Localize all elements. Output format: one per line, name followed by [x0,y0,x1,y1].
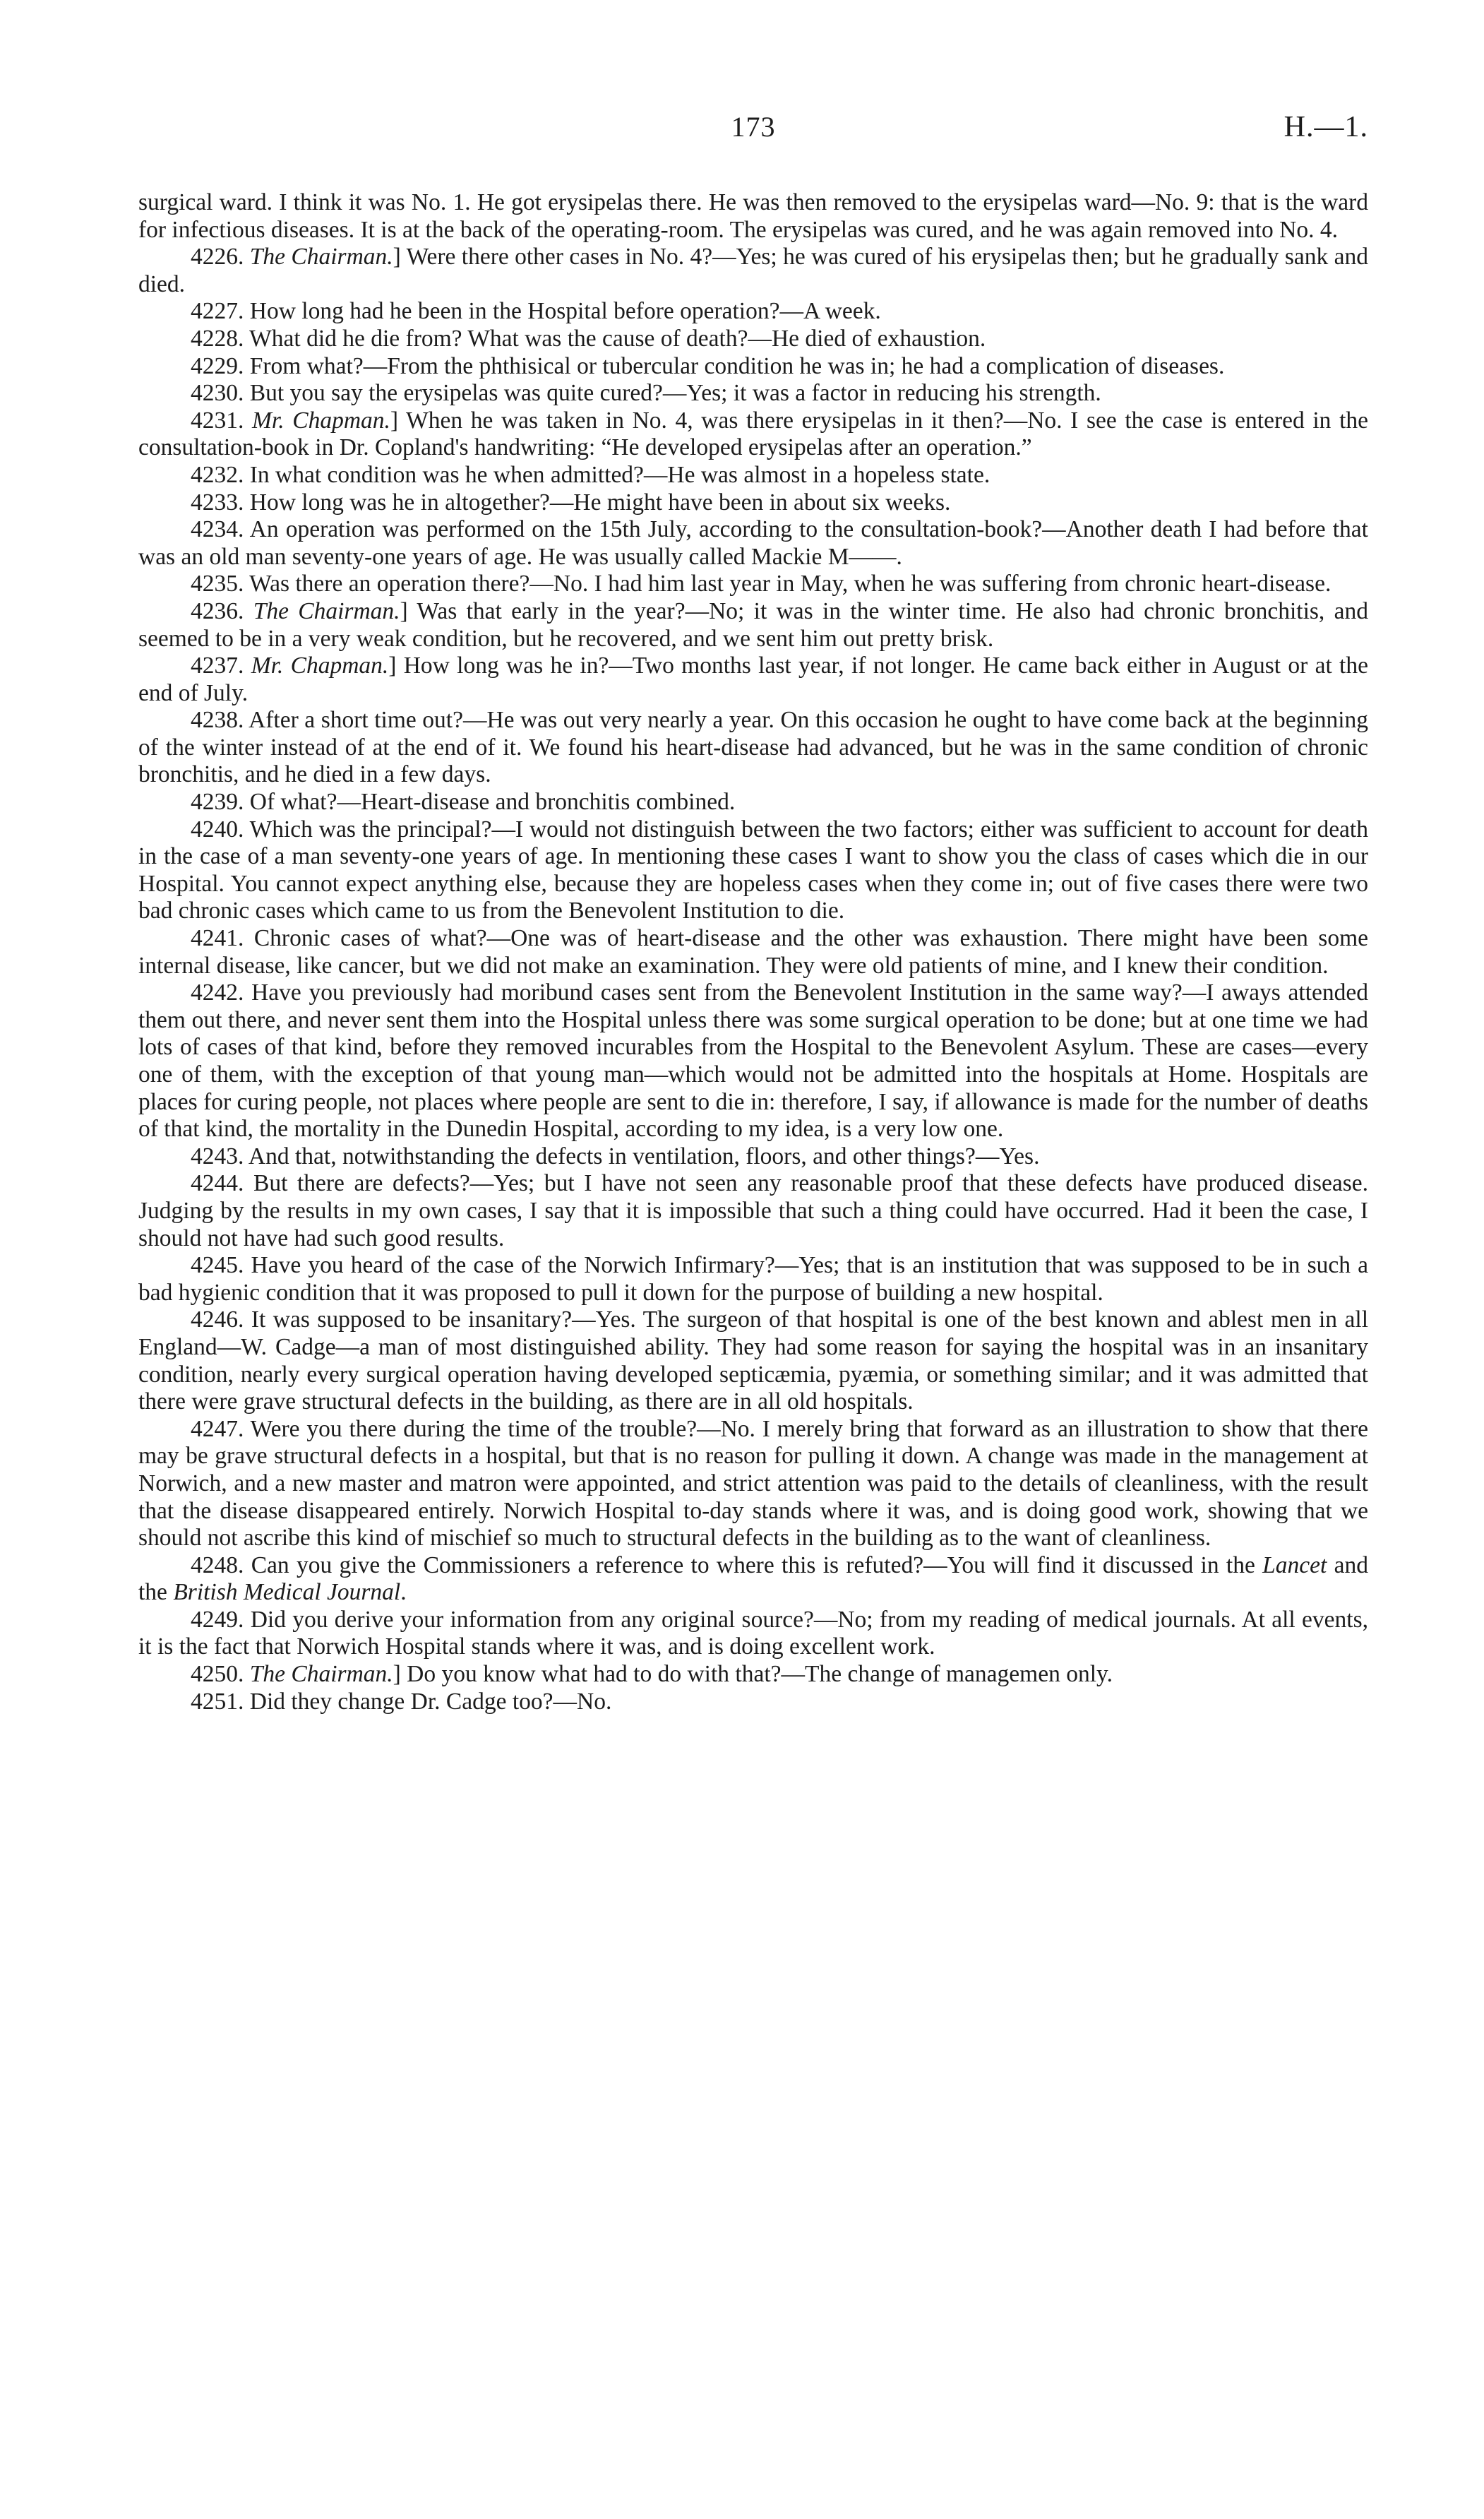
question-4248 [138,1552,1368,1607]
question-number: 4236. [191,597,253,624]
question-4231 [138,407,1368,462]
paragraph-text: . [400,1579,407,1606]
speaker-name: The Chairman. [253,597,400,624]
question-number: 4243. [191,1143,249,1169]
speaker-name: Mr. Chapman. [251,653,389,679]
question-number: 4228. [191,325,250,352]
question-number: 4241. [191,925,254,952]
question-4233 [138,489,1368,517]
question-4241 [138,925,1368,979]
question-number: 4226. [191,244,250,270]
question-number: 4247. [191,1415,251,1442]
paragraph-text: Can you give the Commissioners a reference to where this is refuted?—You will find it discussed in the [251,1552,1263,1578]
question-number: 4232. [191,461,250,488]
paragraph-text: Did you derive your information from any original source?—No; from my reading of medical journals. At all events, it is the fact that Norwich Hospital stands where it was, and is doing excellent work. [138,1606,1368,1660]
question-4227 [138,298,1368,326]
question-4247 [138,1416,1368,1552]
paragraph-text: and the [138,1552,1369,1606]
question-4243 [138,1143,1368,1171]
paragraph-text: But you say the erysipelas was quite cured?—Yes; it was a factor in reducing his strength. [249,380,1101,407]
paragraph-text: But there are defects?—Yes; but I have not seen any reasonable proof that these defects have produced disease. Judging by the results in my own cases, I say that it is impossible that such a thing could have occurred. Had it been the case, I should not have had such good results. [138,1170,1369,1251]
paragraph-text: ] Was that early in the year?—No; it was in the winter time. He also had chronic bronchitis, and seemed to be in a very weak condition, but he recovered, and we sent him out pretty brisk. [138,597,1369,652]
speaker-name: The Chairman. [249,244,393,270]
question-4234 [138,516,1368,571]
paragraph-text: It was supposed to be insanitary?—Yes. The surgeon of that hospital is one of the best known and ablest men in all England—W. Cadge—a man of most distinguished ability. They had some reason for saying the hospital was in an insanitary condition, nearly every surgical operation having developed septicæmia, pyæmia, or something similar; and it was admitted that there were grave structural defects in the building, as there are in all old hospitals. [138,1306,1368,1415]
paragraph-text: ] When he was taken in No. 4, was there erysipelas in it then?—No. I see the case is entered in the consultation-book in Dr. Copland's handwriting: “He developed erysipelas after an operation.” [138,407,1368,461]
paragraph-text: After a short time out?—He was out very nearly a year. On this occasion he ought to have come back at the beginning of the winter instead of at the end of it. We found his heart-disease had advanced, but he was in the same condition of chronic bronchitis, and he died in a few days. [138,707,1369,788]
speaker-name: The Chairman. [249,1661,393,1688]
question-number: 4235. [191,571,250,597]
question-number: 4238. [191,707,249,734]
paragraph-text: Was there an operation there?—No. I had him last year in May, when he was suffering from chronic heart-disease. [249,571,1332,597]
question-number: 4251. [191,1688,250,1715]
paragraph-text: ] How long was he in?—Two months last year, if not longer. He came back either in August or at the end of July. [138,653,1368,706]
question-4237 [138,653,1368,707]
question-number: 4230. [191,380,250,407]
question-number: 4246. [191,1306,251,1333]
question-4236 [138,598,1368,653]
question-4230 [138,380,1368,407]
question-4242 [138,979,1368,1143]
question-number: 4233. [191,489,250,516]
paragraph-text: ] Were there other cases in No. 4?—Yes; he was cured of his erysipelas then; but he gradually sank and died. [138,244,1368,297]
question-4250 [138,1661,1368,1689]
question-number: 4231. [191,407,253,434]
speaker-name: Mr. Chapman. [252,407,390,434]
question-4232 [138,462,1368,489]
question-number: 4229. [191,352,250,379]
question-number: 4234. [191,516,250,543]
paragraph-text: surgical ward. I think it was No. 1. He got erysipelas there. He was then removed to the erysipelas ward—No. 9: that is the ward for infectious diseases. It is at the back of the operating-room. The erysipelas was cured, and he was again removed into No. 4. [138,189,1368,243]
paragraph-text: And that, notwithstanding the defects in ventilation, floors, and other things?—Yes. [248,1143,1040,1169]
document-reference: H.—1. [1283,111,1368,143]
question-4244 [138,1170,1368,1252]
journal-title-bmj: British Medical Journal [173,1579,401,1606]
paragraph-text: An operation was performed on the 15th July, according to the consultation-book?—Another death I had before that was an old man seventy-one years of age. He was usually called Mackie M——. [138,516,1368,570]
paragraph-text: ] Do you know what had to do with that?—The change of managemen only. [393,1661,1113,1688]
paragraph-text: In what condition was he when admitted?—He was almost in a hopeless state. [249,461,991,488]
question-number: 4250. [191,1661,250,1688]
paragraph-text: Were you there during the time of the trouble?—No. I merely bring that forward as an illustration to show that there may be grave structural defects in a hospital, but that is no reason for pulling it down. A change was made in the management at Norwich, and a new master and matron were appointed, and strict attention was paid to the details of cleanliness, with the result that the disease disappeared entirely. Norwich Hospital to-day stands where it was, and is doing good work, showing that we should not ascribe this kind of mischief so much to structural defects in the building as to the want of cleanliness. [138,1415,1368,1552]
paragraph-text: Have you heard of the case of the Norwich Infirmary?—Yes; that is an institution that was supposed to be in such a bad hygienic condition that it was proposed to pull it down for the purpose of building a new hospital. [138,1252,1368,1306]
question-4249 [138,1607,1368,1661]
question-4235 [138,571,1368,598]
question-number: 4248. [191,1552,251,1578]
question-4238 [138,707,1368,789]
question-4240 [138,816,1368,925]
paragraph-text: From what?—From the phthisical or tubercular condition he was in; he had a complication of diseases. [249,352,1225,379]
paragraph-continuation [138,189,1368,244]
paragraph-text: Have you previously had moribund cases sent from the Benevolent Institution in the same way?—I aways attended them out there, and never sent them into the Hospital unless there was some surgical operation to be done; but at one time we had lots of cases of that kind, before they removed incurables from the Hospital to the Benevolent Asylum. These are cases—every one of them, with the exception of that young man—which would not be admitted into the hospitals at Home. Hospitals are places for curing people, not places where people are sent to die in: therefore, I say, if allowance is made for the number of deaths of that kind, the mortality in the Dunedin Hospital, according to my idea, is a very low one. [138,979,1369,1143]
paragraph-text: Did they change Dr. Cadge too?—No. [249,1688,612,1715]
question-4228 [138,326,1368,353]
question-number: 4227. [191,298,250,325]
journal-title-lancet: Lancet [1262,1552,1327,1578]
question-4246 [138,1306,1368,1415]
paragraph-text: Chronic cases of what?—One was of heart-disease and the other was exhaustion. There might have been some internal disease, like cancer, but we did not make an examination. They were old patients of mine, and I knew their condition. [138,925,1369,979]
question-number: 4242. [191,979,252,1006]
question-4229 [138,353,1368,381]
paragraph-text: How long had he been in the Hospital before operation?—A week. [249,298,881,325]
question-4239 [138,789,1368,816]
page-header [138,106,1368,148]
paragraph-text: Which was the principal?—I would not distinguish between the two factors; either was sufficient to account for death in the case of a man seventy-one years of age. In mentioning these cases I want to show you the class of cases which die in our Hospital. You cannot expect anything else, because they are hopeless cases when they come in; out of five cases there were two bad chronic cases which came to us from the Benevolent Institution to die. [138,816,1368,924]
question-4245 [138,1252,1368,1306]
paragraph-text: How long was he in altogether?—He might have been in about six weeks. [249,489,951,516]
question-4226 [138,244,1368,298]
paragraph-text: Of what?—Heart-disease and bronchitis combined. [249,789,736,816]
question-number: 4239. [191,789,250,816]
question-number: 4240. [191,816,250,842]
question-number: 4249. [191,1606,251,1633]
question-number: 4244. [191,1170,253,1197]
evidence-transcript [138,189,1368,1715]
question-number: 4245. [191,1252,251,1279]
question-number: 4237. [191,653,251,679]
page-number: 173 [731,111,776,143]
paragraph-text: What did he die from? What was the cause of death?—He died of exhaustion. [249,325,986,352]
question-4251 [138,1689,1368,1716]
